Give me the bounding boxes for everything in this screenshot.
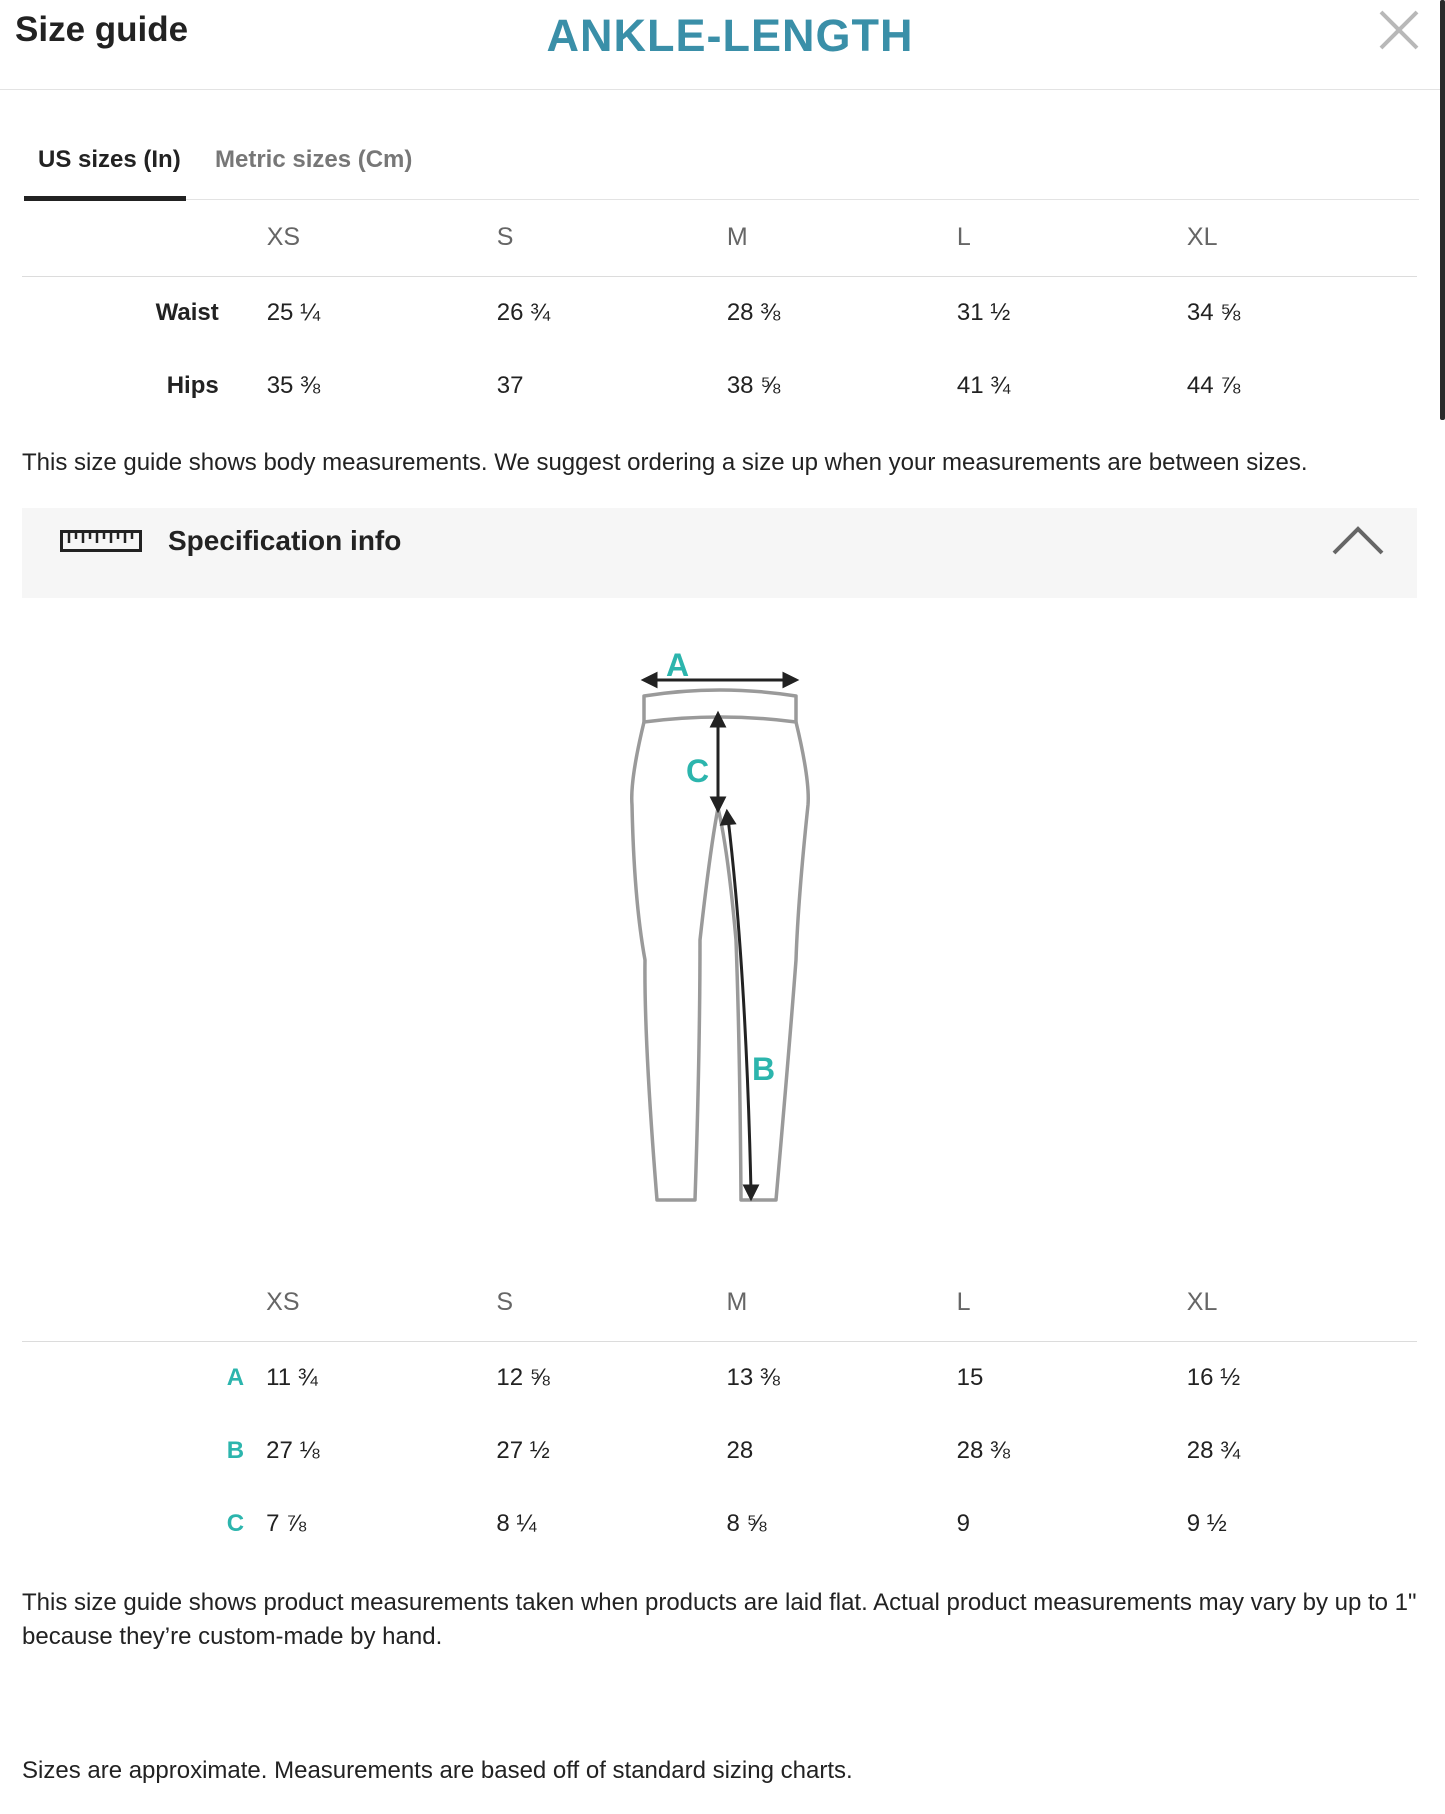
table-row — [22, 276, 1417, 349]
body-size-table — [22, 200, 1417, 422]
body-measurement-note: This size guide shows body measurements. We suggest ordering a size up when your measurements are between sizes. — [22, 449, 1308, 476]
column-header: XS — [267, 200, 497, 276]
table-cell: 25 ¼ — [266, 298, 321, 326]
specification-title: Specification info — [168, 525, 402, 556]
table-cell: 13 ⅜ — [726, 1363, 780, 1391]
table-cell: 31 ½ — [956, 298, 1011, 326]
table-cell: 26 ¾ — [496, 298, 551, 326]
chevron-up-icon[interactable] — [1332, 524, 1384, 556]
row-label: C — [226, 1509, 245, 1537]
table-row — [22, 1414, 1417, 1487]
table-header-row — [22, 1265, 1417, 1341]
table-row — [22, 349, 1417, 422]
table-row — [22, 1487, 1417, 1560]
table-cell: 44 ⅞ — [1186, 371, 1241, 399]
table-cell: 38 ⅝ — [726, 371, 781, 399]
product-measurement-note: This size guide shows product measurements taken when products are laid flat. Actual product measurements may vary by up to 1" because they’re custom-made by hand. — [22, 1589, 1417, 1650]
leggings-measurement-diagram — [600, 640, 840, 1210]
row-label: B — [226, 1436, 245, 1464]
column-header: M — [726, 1265, 956, 1341]
column-header: XL — [1187, 1265, 1417, 1341]
table-cell: 27 ½ — [496, 1436, 550, 1464]
table-cell: 15 — [956, 1363, 984, 1391]
column-header: S — [496, 1265, 726, 1341]
scrollbar[interactable] — [1440, 0, 1445, 420]
table-cell: 35 ⅜ — [266, 371, 321, 399]
product-length-title: ANKLE-LENGTH — [546, 10, 914, 61]
table-cell: 34 ⅝ — [1186, 298, 1241, 326]
ruler-icon — [60, 530, 142, 552]
specification-info-toggle[interactable] — [22, 508, 1417, 598]
modal-header — [0, 0, 1445, 90]
table-cell: 41 ¾ — [956, 371, 1011, 399]
table-cell: 9 ½ — [1186, 1509, 1227, 1537]
table-cell: 37 — [496, 371, 524, 399]
table-corner — [22, 1265, 266, 1341]
diagram-label-a: A — [666, 647, 690, 683]
unit-tabs — [24, 128, 1419, 200]
column-header: XS — [266, 1265, 496, 1341]
diagram-label-b: B — [752, 1051, 776, 1087]
column-header: M — [727, 200, 957, 276]
column-header: XL — [1187, 200, 1417, 276]
table-cell: 12 ⅝ — [496, 1363, 550, 1391]
column-header: L — [957, 200, 1187, 276]
table-cell: 28 ⅜ — [956, 1436, 1011, 1464]
row-label: A — [226, 1363, 245, 1391]
table-cell: 28 — [726, 1436, 754, 1464]
table-cell: 16 ½ — [1186, 1363, 1241, 1391]
column-header: L — [957, 1265, 1187, 1341]
tab-us-sizes[interactable]: US sizes (In) — [38, 146, 181, 173]
row-label: Hips — [166, 371, 219, 399]
table-cell: 9 — [956, 1509, 970, 1537]
table-cell: 8 ¼ — [496, 1509, 537, 1537]
row-label: Waist — [155, 298, 219, 326]
footer-note: Sizes are approximate. Measurements are based off of standard sizing charts. — [22, 1757, 853, 1784]
table-cell: 28 ⅜ — [726, 298, 781, 326]
close-icon[interactable] — [1375, 6, 1423, 54]
table-row — [22, 1341, 1417, 1414]
table-corner — [22, 200, 267, 276]
table-cell: 7 ⅞ — [266, 1509, 307, 1537]
diagram-label-c: C — [686, 753, 710, 789]
tab-metric-sizes[interactable]: Metric sizes (Cm) — [215, 146, 413, 173]
table-cell: 27 ⅛ — [266, 1436, 320, 1464]
modal-title: Size guide — [15, 10, 189, 49]
column-header: S — [497, 200, 727, 276]
table-cell: 11 ¾ — [266, 1363, 318, 1391]
table-cell: 28 ¾ — [1186, 1436, 1241, 1464]
product-size-table — [22, 1265, 1417, 1560]
table-cell: 8 ⅝ — [726, 1509, 767, 1537]
table-header-row — [22, 200, 1417, 276]
